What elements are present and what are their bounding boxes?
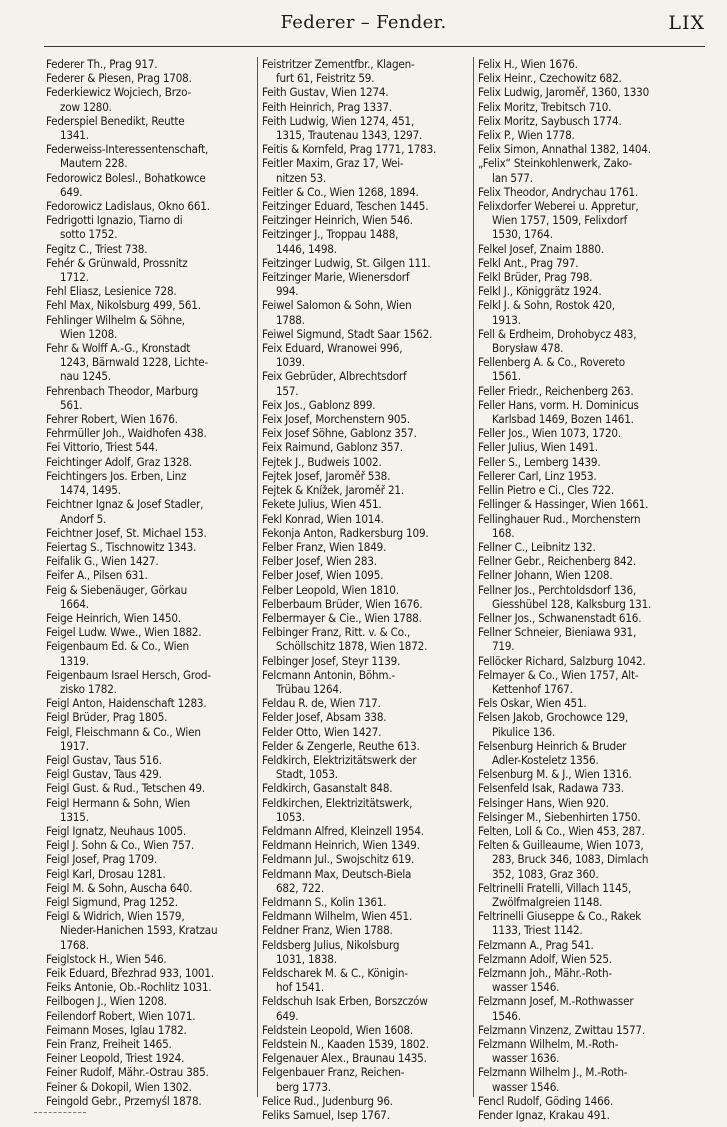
directory-line: Feig & Siebenäuger, Görkau	[46, 582, 188, 597]
directory-line: Fels Oskar, Wien 451.	[478, 696, 587, 711]
directory-line: Fedorowicz Ladislaus, Okno 661.	[46, 199, 210, 214]
directory-line: Feifalik G., Wien 1427.	[46, 554, 159, 569]
column-divider-2	[473, 57, 474, 1097]
directory-line: Felix H., Wien 1676.	[478, 57, 578, 71]
directory-line: Feitzinger J., Troppau 1488,	[262, 227, 399, 242]
directory-line: 1315.	[60, 809, 89, 824]
directory-line: Federkiewicz Wojciech, Brzo-	[46, 85, 192, 100]
directory-line: Feldau R. de, Wien 717.	[262, 696, 381, 711]
directory-line: Fekete Julius, Wien 451.	[262, 497, 382, 512]
directory-line: Feilbogen J., Wien 1208.	[46, 994, 167, 1009]
directory-line: Fellner C., Leibnitz 132.	[478, 539, 596, 554]
directory-line: Feigl & Widrich, Wien 1579,	[46, 909, 185, 924]
directory-line: Feix Eduard, Wranowei 996,	[262, 341, 403, 356]
directory-line: Feitzinger Heinrich, Wien 546.	[262, 213, 413, 228]
directory-line: Feigenbaum Ed. & Co., Wien	[46, 639, 189, 654]
directory-line: Federer Th., Prag 917.	[46, 57, 158, 71]
directory-line: Federweiss-Interessentenschaft,	[46, 142, 209, 157]
directory-line: Feltrinelli Fratelli, Villach 1145,	[478, 880, 632, 895]
directory-line: 649.	[60, 184, 83, 199]
directory-line: zow 1280.	[60, 99, 112, 114]
directory-line: Feitzinger Marie, Wienersdorf	[262, 270, 410, 285]
directory-line: 682, 722.	[276, 880, 324, 895]
directory-line: Feller S., Lemberg 1439.	[478, 454, 601, 469]
directory-line: Fehér & Grünwald, Prossnitz	[46, 255, 188, 270]
directory-line: Felzmann Joh., Mähr.-Roth-	[478, 966, 612, 980]
directory-line: Fellenberg A. & Co., Rovereto	[478, 355, 625, 370]
directory-line: Feigel Ludw. Wwe., Wien 1882.	[46, 625, 202, 640]
directory-line: Felber Josef, Wien 283.	[262, 554, 377, 569]
directory-line: 1341.	[60, 128, 89, 143]
directory-line: berg 1773.	[276, 1079, 331, 1094]
directory-line: Felten, Loll & Co., Wien 453, 287.	[478, 823, 645, 838]
directory-line: Felkl Brüder, Prag 798.	[478, 270, 593, 285]
directory-line: Feix Josef Söhne, Gablonz 357.	[262, 426, 417, 441]
directory-line: Fekonja Anton, Radkersburg 109.	[262, 525, 429, 540]
directory-line: Felix Theodor, Andrychau 1761.	[478, 184, 639, 199]
directory-line: Feller Friedr., Reichenberg 263.	[478, 383, 634, 398]
directory-line: „Felix“ Steinkohlenwerk, Zako-	[478, 156, 633, 171]
directory-line: Feik Eduard, Březhrad 933, 1001.	[46, 966, 214, 980]
directory-line: Fehl Max, Nikolsburg 499, 561.	[46, 298, 201, 313]
directory-line: Feigl Gust. & Rud., Tetschen 49.	[46, 781, 205, 796]
directory-line: Feiner Leopold, Triest 1924.	[46, 1051, 185, 1066]
directory-line: Feiglstock H., Wien 546.	[46, 951, 167, 966]
directory-line: Fell & Erdheim, Drohobycz 483,	[478, 326, 637, 341]
directory-line: Feldstein Leopold, Wien 1608.	[262, 1022, 413, 1037]
directory-line: Felkl J. & Sohn, Rostok 420,	[478, 298, 615, 313]
directory-line: Fejtek Josef, Jaroměř 538.	[262, 468, 391, 483]
directory-line: Feiner Rudolf, Mähr.-Ostrau 385.	[46, 1065, 209, 1080]
directory-line: Andorf 5.	[60, 511, 107, 526]
directory-line: Feistritzer Zementfbr., Klagen-	[262, 57, 415, 71]
directory-line: nau 1245.	[60, 369, 111, 384]
directory-line: Fehrmüller Joh., Waidhofen 438.	[46, 426, 207, 441]
directory-line: Felsenburg M. & J., Wien 1316.	[478, 767, 632, 782]
directory-line: Fehlinger Wilhelm & Söhne,	[46, 312, 185, 327]
directory-line: Feitzinger Eduard, Teschen 1445.	[262, 199, 429, 214]
directory-line: Feldstein N., Kaaden 1539, 1802.	[262, 1037, 429, 1052]
directory-line: 283, Bruck 346, 1083, Dimlach	[492, 852, 649, 867]
directory-line: Felkl J., Königgrätz 1924.	[478, 284, 602, 299]
directory-line: Trübau 1264.	[276, 681, 342, 696]
directory-line: Felkel Josef, Znaim 1880.	[478, 241, 604, 256]
directory-line: Feliks Samuel, Isep 1767.	[262, 1108, 390, 1123]
directory-line: Feldner Franz, Wien 1788.	[262, 923, 393, 938]
directory-line: Felsenburg Heinrich & Bruder	[478, 738, 627, 753]
directory-line: Feichtinger Adolf, Graz 1328.	[46, 454, 192, 469]
directory-line: furt 61, Feistritz 59.	[276, 71, 375, 86]
directory-line: Feiwel Sigmund, Stadt Saar 1562.	[262, 326, 433, 341]
directory-line: Feix Raimund, Gablonz 357.	[262, 440, 403, 455]
directory-line: 719.	[492, 639, 515, 654]
directory-line: wasser 1636.	[492, 1051, 560, 1066]
directory-line: lan 577.	[492, 170, 533, 185]
directory-line: 1446, 1498.	[276, 241, 337, 256]
directory-line: Feigl Gustav, Taus 429.	[46, 767, 162, 782]
directory-line: Feitler & Co., Wien 1268, 1894.	[262, 184, 419, 199]
directory-line: 1788.	[276, 312, 305, 327]
directory-line: Feigl Josef, Prag 1709.	[46, 852, 158, 867]
directory-line: Felix Simon, Annathal 1382, 1404.	[478, 142, 651, 157]
directory-line: 1031, 1838.	[276, 951, 337, 966]
directory-line: Feitis & Kornfeld, Prag 1771, 1783.	[262, 142, 437, 157]
directory-line: 1474, 1495.	[60, 483, 121, 498]
directory-line: 1133, Triest 1142.	[492, 923, 583, 938]
directory-line: 1712.	[60, 270, 89, 285]
directory-line: Fehrer Robert, Wien 1676.	[46, 412, 178, 427]
directory-line: Feix Gebrüder, Albrechtsdorf	[262, 369, 407, 384]
directory-line: Felder Josef, Absam 338.	[262, 710, 387, 725]
directory-line: 649.	[276, 1008, 299, 1023]
directory-line: Felber Franz, Wien 1849.	[262, 539, 387, 554]
directory-line: Felix Moritz, Trebitsch 710.	[478, 99, 612, 114]
directory-line: Felsen Jakob, Grochowce 129,	[478, 710, 629, 725]
directory-line: wasser 1546.	[492, 980, 560, 995]
directory-line: Felzmann Vinzenz, Zwittau 1577.	[478, 1022, 645, 1037]
directory-line: Feldkirch, Gasanstalt 848.	[262, 781, 393, 796]
directory-line: Feller Jos., Wien 1073, 1720.	[478, 426, 621, 441]
directory-line: Fehr & Wolff A.-G., Kronstadt	[46, 341, 191, 356]
directory-line: nitzen 53.	[276, 170, 326, 185]
directory-line: Feilendorf Robert, Wien 1071.	[46, 1008, 196, 1023]
directory-line: Feix Jos., Gablonz 899.	[262, 397, 376, 412]
directory-line: Wien 1208.	[60, 326, 118, 341]
directory-line: Feldmann Max, Deutsch-Biela	[262, 866, 412, 881]
directory-line: Feltrinelli Giuseppe & Co., Rakek	[478, 909, 642, 924]
directory-line: Feigl M. & Sohn, Auscha 640.	[46, 880, 193, 895]
directory-line: Giesshübel 128, Kalksburg 131.	[492, 596, 652, 611]
directory-line: Fender Ignaz, Krakau 491.	[478, 1108, 610, 1123]
column-2	[262, 57, 470, 1122]
directory-line: Feldkirch, Elektrizitätswerk der	[262, 752, 417, 767]
directory-line: Feldkirchen, Elektrizitätswerk,	[262, 795, 413, 810]
directory-line: Feigl Ignatz, Neuhaus 1005.	[46, 823, 187, 838]
directory-line: Feigl J. Sohn & Co., Wien 757.	[46, 838, 195, 853]
directory-line: Fejtek & Knížek, Jaroměř 21.	[262, 483, 404, 498]
directory-line: Felzmann A., Prag 541.	[478, 937, 594, 952]
column-1	[46, 57, 254, 1108]
directory-line: Pikulice 136.	[492, 724, 556, 739]
directory-line: Fellinghauer Rud., Morchenstern	[478, 511, 641, 526]
directory-line: Feigl Karl, Drosau 1281.	[46, 866, 166, 881]
directory-line: Feitler Maxim, Graz 17, Wei-	[262, 156, 404, 171]
directory-line: Feldmann Heinrich, Wien 1349.	[262, 838, 420, 853]
directory-line: Felbermayer & Cie., Wien 1788.	[262, 610, 422, 625]
directory-line: Feichtner Josef, St. Michael 153.	[46, 525, 207, 540]
directory-line: Schöllschitz 1878, Wien 1872.	[276, 639, 428, 654]
directory-line: Fellner Johann, Wien 1208.	[478, 568, 613, 583]
directory-line: Mautern 228.	[60, 156, 128, 171]
directory-line: Fegitz C., Triest 738.	[46, 241, 148, 256]
directory-line: Fellner Jos., Schwanenstadt 616.	[478, 610, 642, 625]
directory-line: Stadt, 1053.	[276, 767, 338, 782]
directory-line: Fein Franz, Freiheit 1465.	[46, 1037, 172, 1052]
directory-line: Felzmann Wilhelm J., M.-Roth-	[478, 1065, 628, 1080]
directory-line: Felice Rud., Judenburg 96.	[262, 1093, 393, 1108]
directory-line: Feldmann Jul., Swojschitz 619.	[262, 852, 415, 867]
directory-line: Fellin Pietro e Ci., Cles 722.	[478, 483, 614, 498]
directory-line: Fellner Jos., Perchtoldsdorf 136,	[478, 582, 637, 597]
directory-line: Felix Ludwig, Jaroměř, 1360, 1330	[478, 85, 650, 100]
directory-line: Felix Moritz, Saybusch 1774.	[478, 113, 622, 128]
directory-line: Federer & Piesen, Prag 1708.	[46, 71, 192, 86]
directory-line: Felzmann Adolf, Wien 525.	[478, 951, 612, 966]
directory-line: Feldschuh Isak Erben, Borszczów	[262, 994, 428, 1009]
directory-line: Fedorowicz Bolesl., Bohatkowce	[46, 170, 206, 185]
directory-line: 1315, Trautenau 1343, 1297.	[276, 128, 423, 143]
directory-line: Felberbaum Brüder, Wien 1676.	[262, 596, 423, 611]
directory-line: Feller Hans, vorm. H. Dominicus	[478, 397, 639, 412]
directory-line: Feldmann Alfred, Kleinzell 1954.	[262, 823, 424, 838]
directory-line: Feitzinger Ludwig, St. Gilgen 111.	[262, 255, 431, 270]
directory-line: Feigl, Fleischmann & Co., Wien	[46, 724, 201, 739]
directory-line: Feiner & Dokopil, Wien 1302.	[46, 1079, 192, 1094]
directory-line: Feimann Moses, Iglau 1782.	[46, 1022, 187, 1037]
directory-line: Felber Josef, Wien 1095.	[262, 568, 384, 583]
directory-line: Zwölfmalgreien 1148.	[492, 894, 603, 909]
directory-line: Fejtek J., Budweis 1002.	[262, 454, 382, 469]
directory-line: Felbinger Josef, Steyr 1139.	[262, 653, 401, 668]
directory-line: Feldsberg Julius, Nikolsburg	[262, 937, 400, 952]
directory-line: sotto 1752.	[60, 227, 118, 242]
directory-line: 1319.	[60, 653, 89, 668]
directory-line: Felix P., Wien 1778.	[478, 128, 575, 143]
directory-line: 561.	[60, 397, 83, 412]
directory-line: Feingold Gebr., Przemyśl 1878.	[46, 1093, 202, 1108]
directory-line: 168.	[492, 525, 515, 540]
directory-line: Fehrenbach Theodor, Marburg	[46, 383, 199, 398]
directory-line: Feigl Gustav, Taus 516.	[46, 752, 162, 767]
directory-line: 1768.	[60, 937, 89, 952]
column-3	[478, 57, 696, 1122]
directory-line: Felsenfeld Isak, Radawa 733.	[478, 781, 624, 796]
directory-line: Feller Julius, Wien 1491.	[478, 440, 598, 455]
page-number: LIX	[668, 12, 705, 34]
directory-line: Fedrigotti Ignazio, Tiarno di	[46, 213, 183, 228]
directory-line: Feith Gustav, Wien 1274.	[262, 85, 389, 100]
directory-line: 1913.	[492, 312, 521, 327]
directory-line: Feldscharek M. & C., Königin-	[262, 966, 408, 980]
directory-line: Nieder-Hanichen 1593, Kratzau	[60, 923, 218, 938]
directory-line: Federspiel Benedikt, Reutte	[46, 113, 185, 128]
directory-line: Felder Otto, Wien 1427.	[262, 724, 382, 739]
directory-line: Fellerer Carl, Linz 1953.	[478, 468, 597, 483]
header-rule	[44, 46, 705, 47]
directory-line: Feiertag S., Tischnowitz 1343.	[46, 539, 197, 554]
directory-line: Feichtner Ignaz & Josef Stadler,	[46, 497, 204, 512]
directory-line: Karlsbad 1469, Bozen 1461.	[492, 412, 634, 427]
directory-line: Fellner Schneier, Bieniawa 931,	[478, 625, 637, 640]
directory-line: Fekl Konrad, Wien 1014.	[262, 511, 384, 526]
directory-line: Feigl Hermann & Sohn, Wien	[46, 795, 191, 810]
directory-line: 1546.	[492, 1008, 521, 1023]
directory-line: Felixdorfer Weberei u. Appretur,	[478, 199, 639, 214]
directory-line: 352, 1083, Graz 360.	[492, 866, 599, 881]
directory-line: Feldmann Wilhelm, Wien 451.	[262, 909, 413, 924]
directory-line: Fellöcker Richard, Salzburg 1042.	[478, 653, 646, 668]
directory-line: Feigenbaum Israel Hersch, Grod-	[46, 667, 211, 682]
directory-line: 1664.	[60, 596, 89, 611]
directory-line: Felkl Ant., Prag 797.	[478, 255, 579, 270]
directory-line: Felten & Guilleaume, Wien 1073,	[478, 838, 644, 853]
directory-line: Feith Ludwig, Wien 1274, 451,	[262, 113, 415, 128]
directory-line: 1530, 1764.	[492, 227, 553, 242]
directory-line: Felgenbauer Franz, Reichen-	[262, 1065, 405, 1080]
footer-mark	[34, 1112, 86, 1113]
directory-line: Felix Heinr., Czechowitz 682.	[478, 71, 622, 86]
directory-line: Adler-Kosteletz 1356.	[492, 752, 599, 767]
directory-line: Feiwel Salomon & Sohn, Wien	[262, 298, 412, 313]
directory-line: Feifer A., Pilsen 631.	[46, 568, 148, 583]
directory-line: Wien 1757, 1509, Felixdorf	[492, 213, 628, 228]
directory-line: 1039.	[276, 355, 305, 370]
directory-line: Felder & Zengerle, Reuthe 613.	[262, 738, 420, 753]
directory-line: Feigl Anton, Haidenschaft 1283.	[46, 696, 207, 711]
directory-line: Fei Vittorio, Triest 544.	[46, 440, 158, 455]
directory-line: 994.	[276, 284, 299, 299]
directory-line: Feix Josef, Morchenstern 905.	[262, 412, 410, 427]
directory-line: 1243, Bärnwald 1228, Lichte-	[60, 355, 209, 370]
directory-line: Felcmann Antonin, Böhm.-	[262, 667, 396, 682]
directory-line: Kettenhof 1767.	[492, 681, 573, 696]
directory-line: Borysław 478.	[492, 341, 564, 356]
directory-line: Fehl Eliasz, Lesienice 728.	[46, 284, 177, 299]
directory-line: Felmayer & Co., Wien 1757, Alt-	[478, 667, 639, 682]
directory-line: Felsinger Hans, Wien 920.	[478, 795, 609, 810]
directory-line: Felbinger Franz, Ritt. v. & Co.,	[262, 625, 410, 640]
directory-line: Feichtingers Jos. Erben, Linz	[46, 468, 187, 483]
directory-line: Fellner Gebr., Reichenberg 842.	[478, 554, 636, 569]
directory-line: Felzmann Josef, M.-Rothwasser	[478, 994, 634, 1009]
directory-line: Feldmann S., Kolin 1361.	[262, 894, 387, 909]
page-header	[0, 10, 727, 42]
directory-line: Feigl Sigmund, Prag 1252.	[46, 894, 178, 909]
directory-line: 157.	[276, 383, 299, 398]
directory-line: zisko 1782.	[60, 681, 117, 696]
directory-line: 1053.	[276, 809, 305, 824]
directory-line: Feith Heinrich, Prag 1337.	[262, 99, 392, 114]
directory-line: Felsinger M., Siebenhirten 1750.	[478, 809, 641, 824]
directory-line: Fencl Rudolf, Göding 1466.	[478, 1093, 614, 1108]
directory-line: Felzmann Wilhelm, M.-Roth-	[478, 1037, 619, 1052]
directory-line: Felber Leopold, Wien 1810.	[262, 582, 399, 597]
directory-line: Felgenauer Alex., Braunau 1435.	[262, 1051, 427, 1066]
directory-line: Feiks Antonie, Ob.-Rochlitz 1031.	[46, 980, 212, 995]
running-head: Federer – Fender.	[280, 12, 447, 33]
directory-line: Feige Heinrich, Wien 1450.	[46, 610, 181, 625]
column-divider-1	[257, 57, 258, 1097]
directory-line: Fellinger & Hassinger, Wien 1661.	[478, 497, 649, 512]
directory-line: 1561.	[492, 369, 521, 384]
directory-line: wasser 1546.	[492, 1079, 560, 1094]
directory-line: Feigl Brüder, Prag 1805.	[46, 710, 168, 725]
directory-line: hof 1541.	[276, 980, 325, 995]
directory-line: 1917.	[60, 738, 89, 753]
